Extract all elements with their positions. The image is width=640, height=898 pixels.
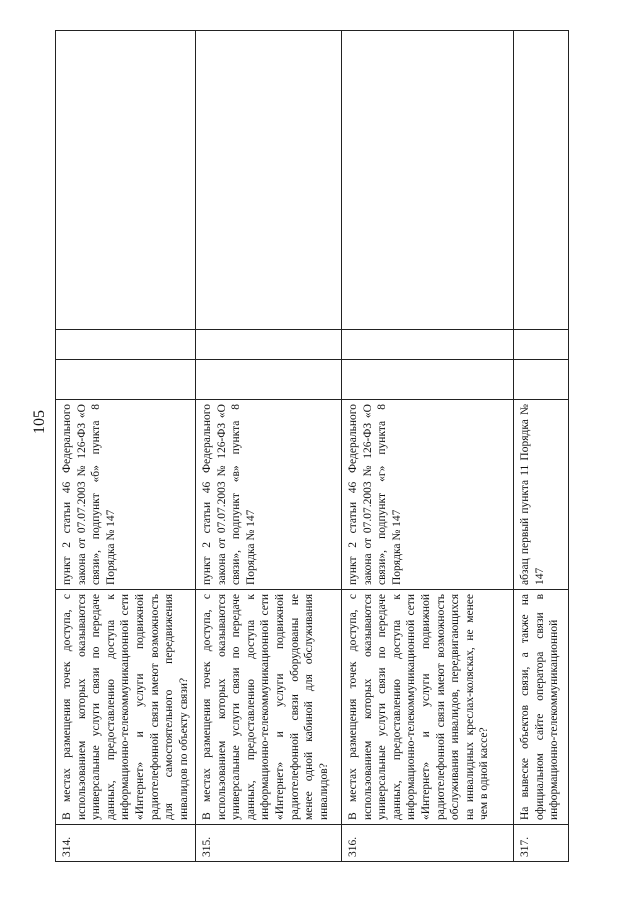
comment-cell[interactable] — [56, 30, 196, 330]
reference-cell: пункт 2 статьи 46 Федерального закона от 07.07.2003 № 126-ФЗ «О связи», подпункт «г» пункта 8 Порядка № 147 — [342, 400, 514, 590]
row-number: 314. — [56, 825, 196, 862]
reference-cell: пункт 2 статьи 46 Федерального закона от 07.07.2003 № 126-ФЗ «О связи», подпункт «в» пункта 8 Порядка № 147 — [196, 400, 342, 590]
question-cell: В местах размещения точек доступа, с использованием которых оказываются универсальные услуги связи по передаче данных, предоставлению доступа к информационно-телекоммуникационной сети «Интернет» и услуги подвижной радиотелефонной связи оборудованы не менее одной кабиной для обслуживания инвалидов? — [196, 590, 342, 825]
reference-cell: абзац первый пункта 11 Порядка № 147 — [514, 400, 568, 590]
row-number: 317. — [514, 825, 568, 862]
answer-cell-no[interactable] — [196, 330, 342, 360]
answer-cell-no[interactable] — [56, 330, 196, 360]
question-cell: В местах размещения точек доступа, с использованием которых оказываются универсальные услуги связи по передаче данных, предоставлению доступа к информационно-телекоммуникационной сети «Интернет» и услуги подвижной радиотелефонной связи имеют возможность обслуживания инвалидов, передвигающихся на инвалидных креслах-колясках, не менее чем в одной кассе? — [342, 590, 514, 825]
question-cell: На вывеске объектов связи, а также на официальном сайте оператора связи в информационно-телекоммуникационной — [514, 590, 568, 825]
answer-cell-no[interactable] — [342, 330, 514, 360]
row-number: 315. — [196, 825, 342, 862]
comment-cell[interactable] — [514, 30, 568, 330]
reference-cell: пункт 2 статьи 46 Федерального закона от 07.07.2003 № 126-ФЗ «О связи», подпункт «б» пункта 8 Порядка № 147 — [56, 400, 196, 590]
answer-cell-yes[interactable] — [514, 360, 568, 400]
table-row — [55, 30, 196, 862]
answer-cell-yes[interactable] — [342, 360, 514, 400]
table-row — [513, 30, 569, 862]
row-number: 316. — [342, 825, 514, 862]
table-wrapper — [55, 30, 567, 862]
checklist-table — [55, 30, 567, 862]
answer-cell-no[interactable] — [514, 330, 568, 360]
comment-cell[interactable] — [196, 30, 342, 330]
answer-cell-yes[interactable] — [196, 360, 342, 400]
table-row — [195, 30, 342, 862]
table-row — [341, 30, 514, 862]
page-number: 105 — [31, 410, 48, 434]
comment-cell[interactable] — [342, 30, 514, 330]
answer-cell-yes[interactable] — [56, 360, 196, 400]
question-cell: В местах размещения точек доступа, с использованием которых оказываются универсальные услуги связи по передаче данных, предоставлению доступа к информационно-телекоммуникационной сети «Интернет» и услуги подвижной радиотелефонной связи имеют возможность для самостоятельного передвижения инвалидов по объекту связи? — [56, 590, 196, 825]
